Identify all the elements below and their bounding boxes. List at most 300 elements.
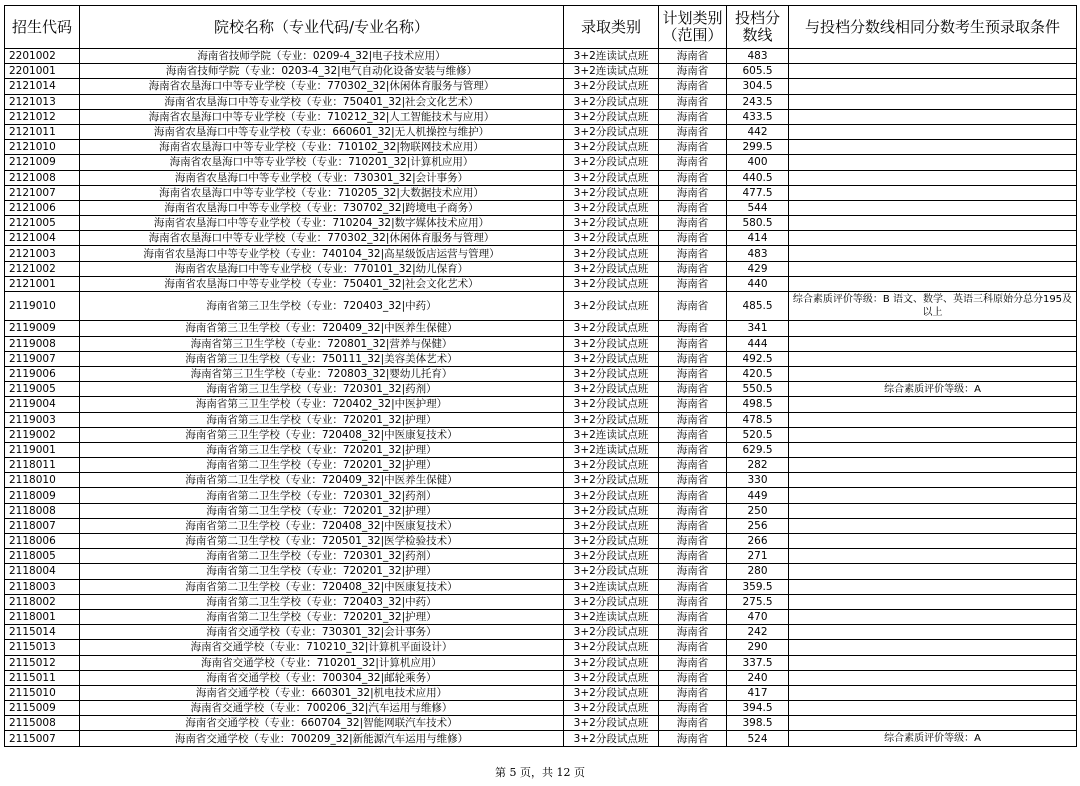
cell-scope: 海南省 <box>659 94 727 109</box>
cell-name: 海南省第三卫生学校（专业：720201_32|护理） <box>80 442 564 457</box>
cell-code: 2121007 <box>5 185 80 200</box>
cell-category: 3+2连读试点班 <box>564 64 659 79</box>
cell-code: 2118011 <box>5 458 80 473</box>
cell-scope: 海南省 <box>659 609 727 624</box>
cell-scope: 海南省 <box>659 503 727 518</box>
cell-category: 3+2分段试点班 <box>564 731 659 746</box>
cell-name: 海南省农垦海口中等专业学校（专业：750401_32|社会文化艺术） <box>80 276 564 291</box>
table-row <box>5 458 1077 473</box>
cell-condition <box>789 155 1077 170</box>
cell-scope: 海南省 <box>659 292 727 321</box>
table-row <box>5 246 1077 261</box>
cell-code: 2121002 <box>5 261 80 276</box>
table-row <box>5 261 1077 276</box>
cell-name: 海南省第二卫生学校（专业：720501_32|医学检验技术） <box>80 534 564 549</box>
cell-code: 2115011 <box>5 670 80 685</box>
cell-category: 3+2分段试点班 <box>564 336 659 351</box>
cell-code: 2119010 <box>5 292 80 321</box>
table-row <box>5 564 1077 579</box>
cell-code: 2119003 <box>5 412 80 427</box>
cell-condition <box>789 276 1077 291</box>
cell-score: 550.5 <box>727 382 789 397</box>
cell-score: 337.5 <box>727 655 789 670</box>
cell-scope: 海南省 <box>659 140 727 155</box>
table-row <box>5 140 1077 155</box>
table-row <box>5 321 1077 336</box>
table-row <box>5 231 1077 246</box>
cell-name: 海南省交通学校（专业：730301_32|会计事务） <box>80 625 564 640</box>
cell-condition <box>789 397 1077 412</box>
cell-condition <box>789 685 1077 700</box>
table-row <box>5 412 1077 427</box>
cell-category: 3+2分段试点班 <box>564 292 659 321</box>
table-row <box>5 109 1077 124</box>
cell-condition <box>789 518 1077 533</box>
cell-code: 2121006 <box>5 200 80 215</box>
cell-score: 290 <box>727 640 789 655</box>
cell-condition <box>789 488 1077 503</box>
table-row <box>5 94 1077 109</box>
cell-score: 359.5 <box>727 579 789 594</box>
cell-condition <box>789 231 1077 246</box>
cell-category: 3+2分段试点班 <box>564 185 659 200</box>
cell-name: 海南省第二卫生学校（专业：720201_32|护理） <box>80 609 564 624</box>
cell-score: 485.5 <box>727 292 789 321</box>
cell-scope: 海南省 <box>659 412 727 427</box>
cell-condition <box>789 503 1077 518</box>
cell-scope: 海南省 <box>659 549 727 564</box>
table-row <box>5 79 1077 94</box>
cell-category: 3+2连读试点班 <box>564 579 659 594</box>
cell-name: 海南省第三卫生学校（专业：720301_32|药剂） <box>80 382 564 397</box>
cell-scope: 海南省 <box>659 716 727 731</box>
cell-score: 250 <box>727 503 789 518</box>
cell-score: 240 <box>727 670 789 685</box>
cell-scope: 海南省 <box>659 458 727 473</box>
cell-name: 海南省第三卫生学校（专业：720403_32|中药） <box>80 292 564 321</box>
cell-name: 海南省第三卫生学校（专业：720803_32|婴幼儿托育） <box>80 366 564 381</box>
cell-code: 2119001 <box>5 442 80 457</box>
cell-condition <box>789 442 1077 457</box>
cell-condition <box>789 534 1077 549</box>
cell-category: 3+2分段试点班 <box>564 261 659 276</box>
cell-code: 2115014 <box>5 625 80 640</box>
cell-scope: 海南省 <box>659 701 727 716</box>
cell-name: 海南省农垦海口中等专业学校（专业：710205_32|大数据技术应用） <box>80 185 564 200</box>
cell-scope: 海南省 <box>659 246 727 261</box>
table-row <box>5 655 1077 670</box>
table-row <box>5 549 1077 564</box>
cell-code: 2121013 <box>5 94 80 109</box>
table-row <box>5 685 1077 700</box>
cell-category: 3+2分段试点班 <box>564 170 659 185</box>
table-row <box>5 49 1077 64</box>
cell-code: 2115010 <box>5 685 80 700</box>
cell-category: 3+2分段试点班 <box>564 155 659 170</box>
cell-condition <box>789 246 1077 261</box>
cell-category: 3+2分段试点班 <box>564 625 659 640</box>
cell-condition <box>789 427 1077 442</box>
cell-score: 477.5 <box>727 185 789 200</box>
table-row <box>5 216 1077 231</box>
cell-name: 海南省农垦海口中等专业学校（专业：770302_32|休闲体育服务与管理） <box>80 231 564 246</box>
cell-code: 2119006 <box>5 366 80 381</box>
cell-scope: 海南省 <box>659 200 727 215</box>
cell-name: 海南省第二卫生学校（专业：720201_32|护理） <box>80 458 564 473</box>
cell-score: 341 <box>727 321 789 336</box>
cell-name: 海南省农垦海口中等专业学校（专业：710201_32|计算机应用） <box>80 155 564 170</box>
cell-category: 3+2分段试点班 <box>564 655 659 670</box>
cell-category: 3+2分段试点班 <box>564 640 659 655</box>
cell-name: 海南省交通学校（专业：710201_32|计算机应用） <box>80 655 564 670</box>
header-scope: 计划类别（范围） <box>659 6 727 49</box>
cell-condition <box>789 655 1077 670</box>
cell-scope: 海南省 <box>659 170 727 185</box>
cell-condition <box>789 670 1077 685</box>
cell-score: 524 <box>727 731 789 746</box>
cell-scope: 海南省 <box>659 79 727 94</box>
cell-score: 394.5 <box>727 701 789 716</box>
table-row <box>5 124 1077 139</box>
cell-name: 海南省农垦海口中等专业学校（专业：710204_32|数字媒体技术应用） <box>80 216 564 231</box>
cell-scope: 海南省 <box>659 731 727 746</box>
cell-code: 2118005 <box>5 549 80 564</box>
cell-code: 2118004 <box>5 564 80 579</box>
header-code: 招生代码 <box>5 6 80 49</box>
cell-score: 242 <box>727 625 789 640</box>
table-body <box>5 49 1077 747</box>
cell-condition <box>789 625 1077 640</box>
cell-scope: 海南省 <box>659 124 727 139</box>
cell-name: 海南省第二卫生学校（专业：720201_32|护理） <box>80 503 564 518</box>
cell-name: 海南省农垦海口中等专业学校（专业：710102_32|物联网技术应用） <box>80 140 564 155</box>
cell-category: 3+2分段试点班 <box>564 140 659 155</box>
cell-category: 3+2分段试点班 <box>564 518 659 533</box>
cell-category: 3+2连读试点班 <box>564 609 659 624</box>
cell-scope: 海南省 <box>659 655 727 670</box>
cell-code: 2121005 <box>5 216 80 231</box>
cell-scope: 海南省 <box>659 109 727 124</box>
cell-name: 海南省技师学院（专业：0203-4_32|电气自动化设备安装与维修） <box>80 64 564 79</box>
cell-condition: 综合素质评价等级：B 语文、数学、英语三科原始分总分195及以上 <box>789 292 1077 321</box>
cell-score: 605.5 <box>727 64 789 79</box>
cell-scope: 海南省 <box>659 518 727 533</box>
cell-name: 海南省交通学校（专业：660301_32|机电技术应用） <box>80 685 564 700</box>
table-row <box>5 442 1077 457</box>
cell-score: 304.5 <box>727 79 789 94</box>
cell-score: 520.5 <box>727 427 789 442</box>
cell-score: 280 <box>727 564 789 579</box>
cell-code: 2119009 <box>5 321 80 336</box>
cell-category: 3+2分段试点班 <box>564 473 659 488</box>
table-row <box>5 716 1077 731</box>
cell-category: 3+2分段试点班 <box>564 94 659 109</box>
cell-score: 442 <box>727 124 789 139</box>
cell-code: 2121011 <box>5 124 80 139</box>
cell-condition: 综合素质评价等级：A <box>789 731 1077 746</box>
cell-scope: 海南省 <box>659 579 727 594</box>
table-row <box>5 276 1077 291</box>
cell-category: 3+2连读试点班 <box>564 49 659 64</box>
cell-score: 414 <box>727 231 789 246</box>
table-row <box>5 640 1077 655</box>
table-row <box>5 473 1077 488</box>
cell-code: 2118008 <box>5 503 80 518</box>
cell-score: 417 <box>727 685 789 700</box>
cell-category: 3+2分段试点班 <box>564 200 659 215</box>
admission-score-table <box>4 5 1077 747</box>
cell-score: 483 <box>727 49 789 64</box>
cell-category: 3+2分段试点班 <box>564 488 659 503</box>
cell-scope: 海南省 <box>659 640 727 655</box>
cell-condition: 综合素质评价等级：A <box>789 382 1077 397</box>
cell-score: 299.5 <box>727 140 789 155</box>
cell-category: 3+2分段试点班 <box>564 79 659 94</box>
cell-category: 3+2分段试点班 <box>564 382 659 397</box>
cell-code: 2118001 <box>5 609 80 624</box>
table-row <box>5 351 1077 366</box>
cell-name: 海南省第二卫生学校（专业：720408_32|中医康复技术） <box>80 579 564 594</box>
cell-code: 2121003 <box>5 246 80 261</box>
cell-category: 3+2连读试点班 <box>564 427 659 442</box>
cell-condition <box>789 564 1077 579</box>
cell-scope: 海南省 <box>659 534 727 549</box>
cell-code: 2118006 <box>5 534 80 549</box>
cell-score: 629.5 <box>727 442 789 457</box>
cell-score: 271 <box>727 549 789 564</box>
cell-scope: 海南省 <box>659 276 727 291</box>
cell-category: 3+2分段试点班 <box>564 670 659 685</box>
cell-category: 3+2分段试点班 <box>564 412 659 427</box>
cell-condition <box>789 79 1077 94</box>
table-row <box>5 625 1077 640</box>
cell-scope: 海南省 <box>659 351 727 366</box>
table-row <box>5 185 1077 200</box>
cell-score: 449 <box>727 488 789 503</box>
cell-name: 海南省交通学校（专业：700209_32|新能源汽车运用与维修） <box>80 731 564 746</box>
cell-condition <box>789 549 1077 564</box>
table-row <box>5 534 1077 549</box>
cell-code: 2118003 <box>5 579 80 594</box>
cell-condition <box>789 64 1077 79</box>
cell-category: 3+2分段试点班 <box>564 564 659 579</box>
cell-code: 2119002 <box>5 427 80 442</box>
page-footer: 第 5 页，共 12 页 <box>495 766 585 779</box>
cell-name: 海南省交通学校（专业：700206_32|汽车运用与维修） <box>80 701 564 716</box>
cell-scope: 海南省 <box>659 473 727 488</box>
cell-score: 243.5 <box>727 94 789 109</box>
cell-scope: 海南省 <box>659 427 727 442</box>
table-row <box>5 155 1077 170</box>
cell-scope: 海南省 <box>659 382 727 397</box>
cell-scope: 海南省 <box>659 185 727 200</box>
cell-condition <box>789 321 1077 336</box>
header-category: 录取类别 <box>564 6 659 49</box>
cell-name: 海南省交通学校（专业：710210_32|计算机平面设计） <box>80 640 564 655</box>
table-row <box>5 701 1077 716</box>
header-name: 院校名称（专业代码/专业名称） <box>80 6 564 49</box>
cell-name: 海南省第二卫生学校（专业：720408_32|中医康复技术） <box>80 518 564 533</box>
cell-score: 420.5 <box>727 366 789 381</box>
cell-score: 275.5 <box>727 594 789 609</box>
cell-code: 2121008 <box>5 170 80 185</box>
cell-category: 3+2分段试点班 <box>564 124 659 139</box>
table-row <box>5 488 1077 503</box>
table-row <box>5 427 1077 442</box>
cell-condition <box>789 609 1077 624</box>
cell-scope: 海南省 <box>659 625 727 640</box>
cell-condition <box>789 594 1077 609</box>
cell-scope: 海南省 <box>659 321 727 336</box>
cell-name: 海南省第二卫生学校（专业：720301_32|药剂） <box>80 549 564 564</box>
cell-scope: 海南省 <box>659 64 727 79</box>
table-row <box>5 518 1077 533</box>
cell-code: 2121001 <box>5 276 80 291</box>
cell-scope: 海南省 <box>659 366 727 381</box>
cell-code: 2119005 <box>5 382 80 397</box>
cell-score: 492.5 <box>727 351 789 366</box>
cell-score: 266 <box>727 534 789 549</box>
cell-code: 2115013 <box>5 640 80 655</box>
cell-score: 444 <box>727 336 789 351</box>
cell-category: 3+2分段试点班 <box>564 246 659 261</box>
cell-score: 478.5 <box>727 412 789 427</box>
cell-category: 3+2连读试点班 <box>564 442 659 457</box>
cell-category: 3+2分段试点班 <box>564 231 659 246</box>
cell-category: 3+2分段试点班 <box>564 701 659 716</box>
cell-condition <box>789 140 1077 155</box>
cell-code: 2118007 <box>5 518 80 533</box>
cell-category: 3+2分段试点班 <box>564 685 659 700</box>
cell-code: 2121009 <box>5 155 80 170</box>
table-row <box>5 366 1077 381</box>
cell-scope: 海南省 <box>659 397 727 412</box>
cell-scope: 海南省 <box>659 442 727 457</box>
cell-name: 海南省第三卫生学校（专业：720801_32|营养与保健） <box>80 336 564 351</box>
cell-condition <box>789 185 1077 200</box>
cell-condition <box>789 170 1077 185</box>
cell-score: 440.5 <box>727 170 789 185</box>
table-row <box>5 594 1077 609</box>
cell-code: 2118009 <box>5 488 80 503</box>
table-row <box>5 170 1077 185</box>
cell-name: 海南省第三卫生学校（专业：720402_32|中医护理） <box>80 397 564 412</box>
table-row <box>5 731 1077 746</box>
cell-score: 440 <box>727 276 789 291</box>
cell-category: 3+2分段试点班 <box>564 366 659 381</box>
cell-category: 3+2分段试点班 <box>564 276 659 291</box>
cell-name: 海南省第二卫生学校（专业：720403_32|中药） <box>80 594 564 609</box>
cell-name: 海南省农垦海口中等专业学校（专业：710212_32|人工智能技术与应用） <box>80 109 564 124</box>
cell-code: 2119008 <box>5 336 80 351</box>
cell-scope: 海南省 <box>659 336 727 351</box>
cell-scope: 海南省 <box>659 564 727 579</box>
cell-name: 海南省第二卫生学校（专业：720301_32|药剂） <box>80 488 564 503</box>
cell-code: 2115008 <box>5 716 80 731</box>
cell-code: 2121012 <box>5 109 80 124</box>
table-row <box>5 609 1077 624</box>
cell-code: 2118010 <box>5 473 80 488</box>
cell-scope: 海南省 <box>659 231 727 246</box>
table-row <box>5 292 1077 321</box>
cell-name: 海南省第三卫生学校（专业：720409_32|中医养生保健） <box>80 321 564 336</box>
cell-condition <box>789 473 1077 488</box>
cell-condition <box>789 579 1077 594</box>
cell-score: 282 <box>727 458 789 473</box>
cell-scope: 海南省 <box>659 155 727 170</box>
cell-name: 海南省农垦海口中等专业学校（专业：730301_32|会计事务） <box>80 170 564 185</box>
table-row <box>5 503 1077 518</box>
cell-condition <box>789 701 1077 716</box>
cell-category: 3+2分段试点班 <box>564 397 659 412</box>
table-row <box>5 64 1077 79</box>
cell-name: 海南省交通学校（专业：700304_32|邮轮乘务） <box>80 670 564 685</box>
cell-condition <box>789 640 1077 655</box>
cell-scope: 海南省 <box>659 685 727 700</box>
cell-condition <box>789 458 1077 473</box>
cell-score: 429 <box>727 261 789 276</box>
table-row <box>5 382 1077 397</box>
table-row <box>5 397 1077 412</box>
table-row <box>5 200 1077 215</box>
cell-category: 3+2分段试点班 <box>564 549 659 564</box>
cell-code: 2201001 <box>5 64 80 79</box>
cell-name: 海南省技师学院（专业：0209-4_32|电子技术应用） <box>80 49 564 64</box>
cell-condition <box>789 216 1077 231</box>
cell-code: 2121004 <box>5 231 80 246</box>
cell-score: 580.5 <box>727 216 789 231</box>
cell-category: 3+2分段试点班 <box>564 458 659 473</box>
table-row <box>5 336 1077 351</box>
cell-name: 海南省第三卫生学校（专业：720408_32|中医康复技术） <box>80 427 564 442</box>
cell-category: 3+2分段试点班 <box>564 594 659 609</box>
cell-category: 3+2分段试点班 <box>564 216 659 231</box>
cell-scope: 海南省 <box>659 261 727 276</box>
cell-scope: 海南省 <box>659 594 727 609</box>
cell-score: 483 <box>727 246 789 261</box>
cell-score: 330 <box>727 473 789 488</box>
cell-condition <box>789 412 1077 427</box>
table-header-row <box>5 6 1077 49</box>
cell-scope: 海南省 <box>659 488 727 503</box>
cell-code: 2118002 <box>5 594 80 609</box>
cell-category: 3+2分段试点班 <box>564 534 659 549</box>
cell-condition <box>789 336 1077 351</box>
cell-category: 3+2分段试点班 <box>564 109 659 124</box>
header-condition: 与投档分数线相同分数考生预录取条件 <box>789 6 1077 49</box>
cell-category: 3+2分段试点班 <box>564 351 659 366</box>
cell-name: 海南省交通学校（专业：660704_32|智能网联汽车技术） <box>80 716 564 731</box>
cell-code: 2119004 <box>5 397 80 412</box>
table-row <box>5 579 1077 594</box>
cell-condition <box>789 49 1077 64</box>
cell-name: 海南省农垦海口中等专业学校（专业：730702_32|跨境电子商务） <box>80 200 564 215</box>
table-row <box>5 670 1077 685</box>
cell-condition <box>789 351 1077 366</box>
cell-code: 2115007 <box>5 731 80 746</box>
cell-name: 海南省第三卫生学校（专业：750111_32|美容美体艺术） <box>80 351 564 366</box>
cell-code: 2121014 <box>5 79 80 94</box>
cell-category: 3+2分段试点班 <box>564 503 659 518</box>
cell-condition <box>789 200 1077 215</box>
cell-condition <box>789 124 1077 139</box>
header-score: 投档分数线 <box>727 6 789 49</box>
cell-scope: 海南省 <box>659 216 727 231</box>
cell-code: 2121010 <box>5 140 80 155</box>
cell-name: 海南省第三卫生学校（专业：720201_32|护理） <box>80 412 564 427</box>
cell-score: 256 <box>727 518 789 533</box>
cell-condition <box>789 716 1077 731</box>
